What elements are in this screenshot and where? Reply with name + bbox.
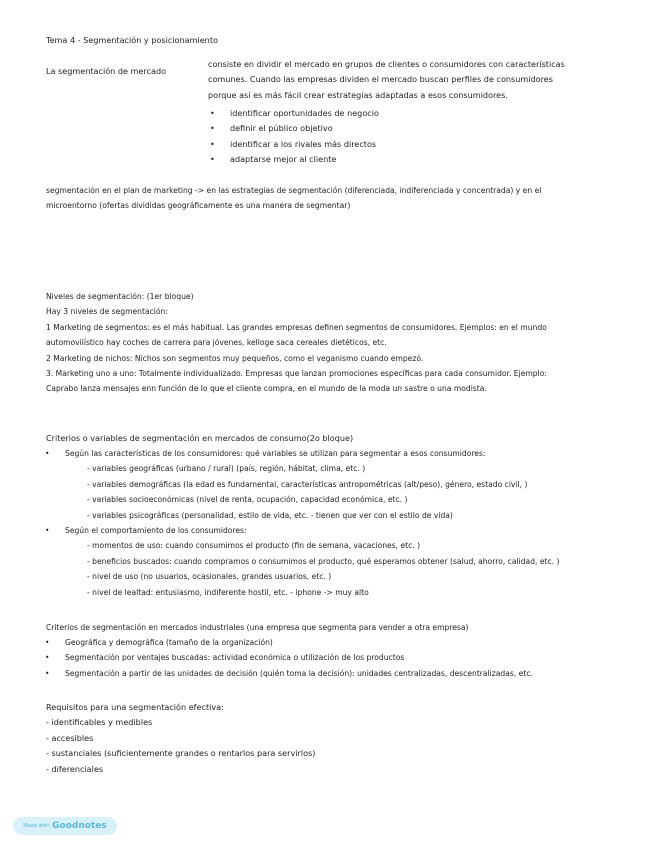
page-title: Tema 4 - Segmentación y posicionamiento <box>46 35 218 45</box>
list-item: - diferenciales <box>46 763 104 774</box>
list-item: • Segmentación a partir de las unidades de decisión (quién toma la decisión): unidades centralizadas, descentralizadas, etc. <box>65 666 533 681</box>
requirements-section <box>46 700 315 777</box>
list-item: - sustanciales (suficientemente grandes o rentarlos para servirlos) <box>46 748 316 759</box>
levels-line: automovilístico hay coches de carrera para jóvenes, kelloge saca cereales dietéticos, etc. <box>46 338 387 348</box>
badge-brand: Goodnotes <box>52 821 107 831</box>
levels-heading: Niveles de segmentación: (1er bloque) <box>46 292 194 301</box>
plan-note <box>46 183 541 214</box>
bullet-icon: • <box>45 526 50 536</box>
list-item: - nivel de lealtad: entusiasmo, indiferente hostil, etc. - iphone -> muy alto <box>87 587 369 597</box>
list-item: • Según las características de los consumidores: qué variables se utilizan para segmentar a esos consumidores: <box>65 446 559 461</box>
definition-term: La segmentación de mercado <box>46 66 167 76</box>
list-item: • Geográfica y demográfica (tamaño de la organización) <box>65 635 533 650</box>
goodnotes-badge <box>13 817 117 835</box>
bullet-icon: • <box>210 138 215 149</box>
bullet-icon: • <box>210 154 215 165</box>
list-item: - identificables y medibles <box>46 717 153 728</box>
list-item: - variables geográficas (urbano / rural) (país, región, hábitat, clima, etc. ) <box>87 464 366 474</box>
list-item: • definir el público objetivo <box>230 121 379 136</box>
bullet-icon: • <box>45 638 50 647</box>
bullet-icon: • <box>45 449 50 458</box>
levels-line: 2 Marketing de nichos: Nichos son segmentos muy pequeños, como el veganismo cuando empezó. <box>46 353 424 363</box>
list-item: - momentos de uso: cuando consumimos el producto (fin de semana, vacaciones, etc. ) <box>87 541 421 551</box>
plan-note-line: microentorno (ofertas divididas geográficamente es una manera de segmentar) <box>46 201 351 211</box>
definition-line: consiste en dividir el mercado en grupos de clientes o consumidores con características <box>208 59 565 69</box>
levels-line: 3. Marketing uno a uno: Totalmente individualizado. Empresas que lanzan promociones específicas para cada consumidor. Ejemplo: <box>46 369 547 379</box>
list-item: - beneficios buscados: cuando compramos o consumimos el producto, qué esperamos obtener (salud, ahorro, calidad, etc. ) <box>87 556 560 566</box>
levels-line: Caprabo lanza mensajes enn función de lo que el cliente compra, en el mundo de la moda un sastre o una modista. <box>46 384 487 394</box>
list-item: • Segmentación por ventajes buscadas: actividad económica o utilización de los productos <box>65 650 533 665</box>
bullet-icon: • <box>45 668 50 678</box>
bullet-icon: • <box>45 653 50 663</box>
list-item: - accesibles <box>46 732 94 743</box>
definition-line: porque así es más fácil crear estrategias adaptadas a esos consumidores. <box>208 89 508 100</box>
levels-section <box>46 289 547 397</box>
levels-line: Hay 3 niveles de segmentación: <box>46 307 168 317</box>
definition-text <box>208 57 565 103</box>
requirements-heading: Requisitos para una segmentación efectiva: <box>46 702 224 712</box>
list-item: • Según el comportamiento de los consumidores: <box>65 523 559 538</box>
plan-note-line: segmentación en el plan de marketing -> en las estrategias de segmentación (diferenciada, indiferenciada y concentrada) y en el <box>46 186 542 195</box>
bullet-icon: • <box>210 123 215 134</box>
industrial-criteria-heading: Criterios de segmentación en mercados industriales (una empresa que segmenta para vender a otra empresa) <box>46 623 469 632</box>
list-item: - variables socioeconómicas (nivel de renta, ocupación, capacidad económica, etc. ) <box>87 495 408 505</box>
definition-line: comunes. Cuando las empresas dividen el mercado buscan perfiles de consumidores <box>208 74 553 85</box>
definition-bullets <box>210 106 379 168</box>
industrial-criteria-list <box>45 635 533 681</box>
consumer-criteria-heading: Criterios o variables de segmentación en mercados de consumo(2o bloque) <box>46 433 354 443</box>
list-item: - variables demográficas (la edad es fundamental, características antropométricas (alt/peso), género, estado civil, ) <box>87 479 528 489</box>
list-item: - nivel de uso (no usuarios, ocasionales, grandes usuarios, etc. ) <box>87 572 332 582</box>
list-item: • identificar a los rivales más directos <box>230 137 379 152</box>
list-item: • identificar oportunidades de negocio <box>230 106 379 121</box>
badge-prefix: Made with <box>23 823 50 829</box>
levels-line: 1 Marketing de segmentos: es el más habitual. Las grandes empresas definen segmentos de consumidores. Ejemplos: en el mundo <box>46 322 547 332</box>
consumer-group <box>45 446 560 600</box>
list-item: • adaptarse mejor al cliente <box>230 152 379 167</box>
list-item: - variables psicográficas (personalidad, estilo de vida, etc. - tienen que ver con el estilo de vida) <box>87 510 453 520</box>
bullet-icon: • <box>210 108 215 118</box>
